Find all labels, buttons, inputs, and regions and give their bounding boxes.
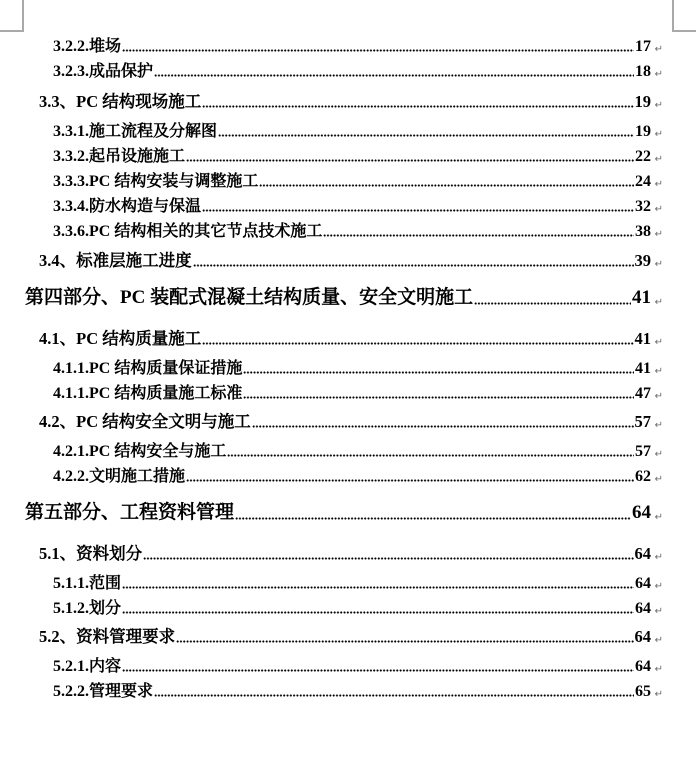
toc-entry-label: 5.2、资料管理要求 bbox=[39, 627, 176, 646]
toc-entry[interactable] bbox=[53, 569, 663, 593]
toc-entry[interactable] bbox=[53, 217, 663, 241]
toc-entry-label: 5.2.2.管理要求 bbox=[53, 683, 154, 700]
toc-entry[interactable] bbox=[53, 379, 663, 403]
dot-leader bbox=[218, 134, 634, 137]
toc-page-number: 64 bbox=[635, 575, 651, 592]
toc-entry-label: 第五部分、工程资料管理 bbox=[25, 502, 235, 523]
dot-leader bbox=[122, 49, 634, 52]
toc-page-number: 32 bbox=[635, 198, 651, 215]
dot-leader bbox=[122, 586, 634, 589]
dot-leader bbox=[252, 425, 634, 428]
toc-page-number: 64 bbox=[632, 502, 651, 523]
toc-entry-label: 3.4、标准层施工进度 bbox=[39, 251, 192, 270]
paragraph-mark-icon: ↵ bbox=[654, 420, 663, 431]
dot-leader bbox=[122, 611, 634, 614]
paragraph-mark-icon: ↵ bbox=[654, 366, 663, 377]
dot-leader bbox=[227, 454, 634, 457]
toc-page-number: 41 bbox=[635, 360, 651, 377]
paragraph-mark-icon: ↵ bbox=[654, 552, 663, 563]
paragraph-mark-icon: ↵ bbox=[654, 100, 663, 111]
toc-page-number: 57 bbox=[635, 443, 651, 460]
toc-entry[interactable] bbox=[53, 462, 663, 486]
toc-entry[interactable] bbox=[25, 285, 663, 309]
dot-leader bbox=[474, 302, 631, 305]
toc-entry-label: 4.2.2.文明施工措施 bbox=[53, 468, 186, 485]
paragraph-mark-icon: ↵ bbox=[654, 69, 663, 80]
toc-entry[interactable] bbox=[53, 192, 663, 216]
paragraph-mark-icon: ↵ bbox=[654, 154, 663, 165]
toc-entry[interactable] bbox=[53, 594, 663, 618]
dot-leader bbox=[323, 234, 634, 237]
paragraph-mark-icon: ↵ bbox=[654, 664, 663, 675]
paragraph-mark-icon: ↵ bbox=[654, 204, 663, 215]
toc-entry[interactable] bbox=[53, 354, 663, 378]
toc-entry-label: 3.3.3.PC 结构安装与调整施工 bbox=[53, 173, 259, 190]
dot-leader bbox=[259, 184, 634, 187]
dot-leader bbox=[154, 74, 634, 77]
toc-entry[interactable] bbox=[39, 540, 663, 564]
toc-entry-label: 3.2.3.成品保护 bbox=[53, 63, 154, 80]
toc-entry[interactable] bbox=[53, 652, 663, 676]
toc-entry-label: 4.1.1.PC 结构质量施工标准 bbox=[53, 385, 243, 402]
dot-leader bbox=[243, 371, 634, 374]
toc-page-number: 18 bbox=[635, 63, 651, 80]
paragraph-mark-icon: ↵ bbox=[654, 391, 663, 402]
toc-entry-label: 4.2.1.PC 结构安全与施工 bbox=[53, 443, 227, 460]
dot-leader bbox=[202, 105, 633, 108]
toc-page-number: 39 bbox=[634, 251, 651, 270]
dot-leader bbox=[143, 557, 633, 560]
paragraph-mark-icon: ↵ bbox=[654, 606, 663, 617]
paragraph-mark-icon: ↵ bbox=[654, 44, 663, 55]
toc-entry-label: 4.1.1.PC 结构质量保证措施 bbox=[53, 360, 243, 377]
paragraph-mark-icon: ↵ bbox=[654, 179, 663, 190]
toc-entry-label: 5.1.2.划分 bbox=[53, 600, 122, 617]
toc-entry[interactable] bbox=[39, 325, 663, 349]
toc-page-number: 41 bbox=[632, 287, 651, 308]
dot-leader bbox=[193, 264, 634, 267]
page-corner-mark-right bbox=[672, 0, 696, 32]
dot-leader bbox=[122, 669, 634, 672]
dot-leader bbox=[202, 209, 634, 212]
toc-entry[interactable] bbox=[39, 408, 663, 432]
toc-entry[interactable] bbox=[25, 500, 663, 524]
toc-page-number: 19 bbox=[635, 123, 651, 140]
paragraph-mark-icon: ↵ bbox=[654, 581, 663, 592]
toc-entry[interactable] bbox=[53, 437, 663, 461]
toc-entry-label: 5.1、资料划分 bbox=[39, 544, 143, 563]
toc-page-number: 24 bbox=[635, 173, 651, 190]
toc-entry[interactable] bbox=[39, 623, 663, 647]
toc-page-number: 64 bbox=[635, 658, 651, 675]
paragraph-mark-icon: ↵ bbox=[654, 259, 663, 270]
dot-leader bbox=[186, 159, 634, 162]
toc-page-number: 47 bbox=[635, 385, 651, 402]
toc-entry-label: 4.2、PC 结构安全文明与施工 bbox=[39, 412, 251, 431]
paragraph-mark-icon: ↵ bbox=[654, 635, 663, 646]
toc-page-number: 57 bbox=[634, 412, 651, 431]
toc-entry-label: 3.3.4.防水构造与保温 bbox=[53, 198, 202, 215]
toc-entry[interactable] bbox=[39, 88, 663, 112]
paragraph-mark-icon: ↵ bbox=[654, 129, 663, 140]
paragraph-mark-icon: ↵ bbox=[654, 474, 663, 485]
toc-entry[interactable] bbox=[53, 142, 663, 166]
toc-entry-label: 3.3.2.起吊设施施工 bbox=[53, 148, 186, 165]
dot-leader bbox=[235, 517, 631, 520]
paragraph-mark-icon: ↵ bbox=[654, 229, 663, 240]
paragraph-mark-icon: ↵ bbox=[654, 689, 663, 700]
toc-entry-label: 3.3.6.PC 结构相关的其它节点技术施工 bbox=[53, 223, 323, 240]
paragraph-mark-icon: ↵ bbox=[654, 337, 663, 348]
dot-leader bbox=[176, 640, 633, 643]
toc-page-number: 38 bbox=[635, 223, 651, 240]
toc-entry[interactable] bbox=[53, 677, 663, 701]
toc-page-number: 64 bbox=[634, 627, 651, 646]
toc-entry[interactable] bbox=[53, 117, 663, 141]
toc-page-number: 41 bbox=[634, 329, 651, 348]
toc-page-number: 17 bbox=[635, 38, 651, 55]
toc-page-number: 64 bbox=[635, 600, 651, 617]
toc-entry[interactable] bbox=[53, 167, 663, 191]
toc-page-number: 22 bbox=[635, 148, 651, 165]
paragraph-mark-icon: ↵ bbox=[654, 449, 663, 460]
toc-page-number: 62 bbox=[635, 468, 651, 485]
page-corner-mark-left bbox=[0, 0, 24, 32]
toc-entry[interactable] bbox=[39, 247, 663, 271]
toc-entry[interactable] bbox=[53, 32, 663, 56]
toc-entry-label: 5.1.1.范围 bbox=[53, 575, 122, 592]
toc-entry-label: 3.3.1.施工流程及分解图 bbox=[53, 123, 218, 140]
paragraph-mark-icon: ↵ bbox=[654, 512, 663, 523]
dot-leader bbox=[186, 479, 634, 482]
dot-leader bbox=[202, 342, 633, 345]
dot-leader bbox=[243, 396, 634, 399]
toc-entry-label: 第四部分、PC 装配式混凝土结构质量、安全文明施工 bbox=[25, 287, 474, 308]
toc-page-number: 19 bbox=[634, 92, 651, 111]
toc-entry-label: 3.3、PC 结构现场施工 bbox=[39, 92, 202, 111]
toc-entry-label: 5.2.1.内容 bbox=[53, 658, 122, 675]
toc-entry-label: 3.2.2.堆场 bbox=[53, 38, 122, 55]
toc-entry[interactable] bbox=[53, 57, 663, 81]
toc-entry-label: 4.1、PC 结构质量施工 bbox=[39, 329, 202, 348]
dot-leader bbox=[154, 694, 634, 697]
toc-page-number: 65 bbox=[635, 683, 651, 700]
paragraph-mark-icon: ↵ bbox=[654, 297, 663, 308]
toc-page-number: 64 bbox=[634, 544, 651, 563]
